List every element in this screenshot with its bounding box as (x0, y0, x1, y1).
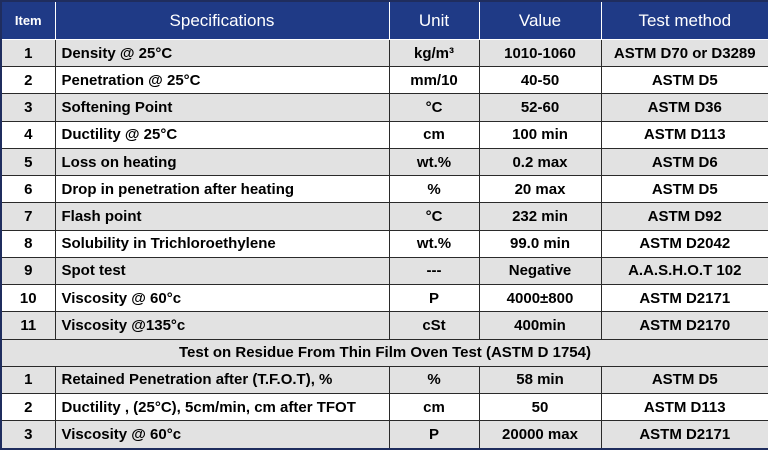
table-row (1, 312, 768, 339)
header-item: Item (1, 1, 55, 40)
row-specification: Drop in penetration after heating (55, 176, 389, 203)
row-specification: Viscosity @ 60°c (55, 421, 389, 449)
table-row (1, 257, 768, 284)
row-test-method: ASTM D5 (601, 67, 768, 94)
table-row (1, 421, 768, 449)
table-row (1, 148, 768, 175)
row-value: 58 min (479, 366, 601, 393)
table-row (1, 94, 768, 121)
section-title: Test on Residue From Thin Film Oven Test (ASTM D 1754) (1, 339, 768, 366)
row-unit: P (389, 285, 479, 312)
row-item: 2 (1, 394, 55, 421)
table-header-row (1, 1, 768, 40)
row-item: 2 (1, 67, 55, 94)
row-test-method: ASTM D113 (601, 121, 768, 148)
row-unit: wt.% (389, 230, 479, 257)
row-specification: Ductility @ 25°C (55, 121, 389, 148)
row-specification: Solubility in Trichloroethylene (55, 230, 389, 257)
row-specification: Loss on heating (55, 148, 389, 175)
table-row (1, 366, 768, 393)
header-unit: Unit (389, 1, 479, 40)
row-test-method: ASTM D2042 (601, 230, 768, 257)
row-value: 99.0 min (479, 230, 601, 257)
row-unit: cm (389, 121, 479, 148)
row-value: 52-60 (479, 94, 601, 121)
row-unit: cSt (389, 312, 479, 339)
row-specification: Density @ 25°C (55, 40, 389, 67)
row-test-method: ASTM D2171 (601, 421, 768, 449)
row-value: 50 (479, 394, 601, 421)
row-value: 0.2 max (479, 148, 601, 175)
row-item: 11 (1, 312, 55, 339)
table-row (1, 67, 768, 94)
row-item: 6 (1, 176, 55, 203)
row-value: 20 max (479, 176, 601, 203)
row-test-method: ASTM D5 (601, 366, 768, 393)
row-test-method: ASTM D2170 (601, 312, 768, 339)
row-unit: --- (389, 257, 479, 284)
row-value: 100 min (479, 121, 601, 148)
table-row (1, 176, 768, 203)
row-item: 10 (1, 285, 55, 312)
row-item: 3 (1, 421, 55, 449)
row-value: 1010-1060 (479, 40, 601, 67)
row-test-method: ASTM D113 (601, 394, 768, 421)
row-item: 4 (1, 121, 55, 148)
row-specification: Penetration @ 25°C (55, 67, 389, 94)
row-value: 40-50 (479, 67, 601, 94)
row-specification: Retained Penetration after (T.F.O.T), % (55, 366, 389, 393)
row-unit: °C (389, 94, 479, 121)
row-item: 1 (1, 366, 55, 393)
row-test-method: A.A.S.H.O.T 102 (601, 257, 768, 284)
table-row (1, 40, 768, 67)
row-item: 3 (1, 94, 55, 121)
header-test-method: Test method (601, 1, 768, 40)
row-unit: % (389, 366, 479, 393)
row-value: 232 min (479, 203, 601, 230)
row-unit: wt.% (389, 148, 479, 175)
row-test-method: ASTM D5 (601, 176, 768, 203)
row-specification: Softening Point (55, 94, 389, 121)
row-value: 4000±800 (479, 285, 601, 312)
row-item: 7 (1, 203, 55, 230)
row-test-method: ASTM D92 (601, 203, 768, 230)
row-unit: cm (389, 394, 479, 421)
row-item: 8 (1, 230, 55, 257)
row-test-method: ASTM D70 or D3289 (601, 40, 768, 67)
table-row (1, 394, 768, 421)
section-header-row (1, 339, 768, 366)
row-item: 5 (1, 148, 55, 175)
row-value: 20000 max (479, 421, 601, 449)
row-unit: mm/10 (389, 67, 479, 94)
row-item: 9 (1, 257, 55, 284)
row-specification: Viscosity @ 60°c (55, 285, 389, 312)
row-item: 1 (1, 40, 55, 67)
row-unit: °C (389, 203, 479, 230)
row-value: Negative (479, 257, 601, 284)
row-specification: Spot test (55, 257, 389, 284)
table-row (1, 203, 768, 230)
header-value: Value (479, 1, 601, 40)
table-row (1, 121, 768, 148)
row-specification: Ductility , (25°C), 5cm/min, cm after TFOT (55, 394, 389, 421)
row-specification: Flash point (55, 203, 389, 230)
row-unit: P (389, 421, 479, 449)
header-specifications: Specifications (55, 1, 389, 40)
row-test-method: ASTM D6 (601, 148, 768, 175)
row-value: 400min (479, 312, 601, 339)
row-specification: Viscosity @135°c (55, 312, 389, 339)
table-row (1, 230, 768, 257)
table-row (1, 285, 768, 312)
row-test-method: ASTM D36 (601, 94, 768, 121)
row-unit: kg/m³ (389, 40, 479, 67)
row-unit: % (389, 176, 479, 203)
row-test-method: ASTM D2171 (601, 285, 768, 312)
